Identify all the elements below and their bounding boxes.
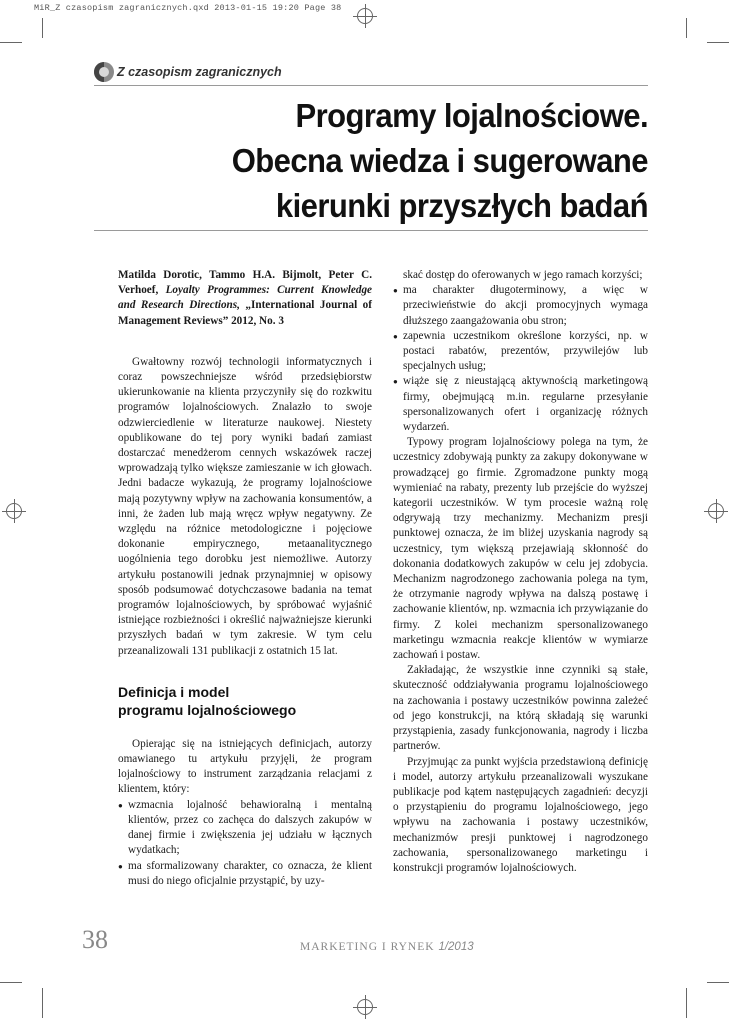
crop-mark <box>42 18 43 38</box>
crop-mark <box>707 982 729 983</box>
list-item: ● wzmacnia lojalność behawioralną i mentalną klientów, przez co zachęca do dalszych zakupów w danej firmie i zwiększenia jej udziału w łącznych wydatkach; <box>118 798 372 859</box>
list-item: ● wiąże się z nieustającą aktywnością marketingową firmy, obejmującą m.in. regularne przesyłanie spersonalizowanych ofert i organizację różnych wydarzeń. <box>393 374 648 435</box>
definition-list-continued <box>393 268 648 435</box>
registration-mark-icon <box>6 503 22 519</box>
right-column <box>393 268 648 876</box>
journal-footer: MARKETING I RYNEK 1/2013 <box>300 941 474 953</box>
header-rule <box>94 85 648 86</box>
registration-mark-icon <box>708 503 724 519</box>
left-column <box>118 268 372 889</box>
crop-mark <box>707 42 729 43</box>
list-item: ● ma sformalizowany charakter, co oznacza, że klient musi do niego oficjalnie przystąpić, by uzy- <box>118 859 372 889</box>
crop-mark <box>0 42 22 43</box>
section-name: Z czasopism zagranicznych <box>117 65 282 79</box>
section-heading: Definicja i model programu lojalnościowego <box>118 683 297 718</box>
crop-mark <box>686 988 687 1018</box>
definition-paragraph: Opierając się na istniejących definicjach, autorzy omawianego tu artykułu przyjęli, że program lojalnościowy to instrument zarządzania relacjami z klientem, który: <box>118 737 372 796</box>
registration-mark-icon <box>357 8 373 24</box>
paragraph: Przyjmując za punkt wyjścia przedstawioną definicję i model, autorzy artykułu przeanalizowali wyszukane publikacje pod kątem następujących zagadnień: decyzji o przystąpieniu do programu lojalnościowego, jego wpływu na zachowania i postawy uczestników, mechanizmów presji punktowej i nagrodzonego zachowania, spersonalizowanego marketingu i konstrukcji programów lojalnościowych. <box>393 755 648 874</box>
crop-mark <box>42 988 43 1018</box>
bibliography: Matilda Dorotic, Tammo H.A. Bijmolt, Peter C. Verhoef, Loyalty Programmes: Current Knowledge and Research Directions, „International Journal of Management Reviews” 2012, No. 3 <box>118 269 373 327</box>
title-rule <box>94 230 648 231</box>
paragraph: Zakładając, że wszystkie inne czynniki są stałe, skuteczność oddziaływania programu lojalnościowego na zachowania i postawy uczestników powinna zależeć od jego konstrukcji, na którą składają się warunki przystąpienia, zasady funkcjonowania, nagrody i liczba partnerów. <box>393 664 648 753</box>
list-item: skać dostęp do oferowanych w jego ramach korzyści; <box>403 269 643 281</box>
crop-mark <box>686 18 687 38</box>
intro-paragraph: Gwałtowny rozwój technologii informatycznych i coraz powszechniejsze wśród przedsiębiorstw ukierunkowanie na klienta przyczyniły się do rozkwitu programów lojalnościowych. Znalazło to swoje odzwierciedlenie w literaturze naukowej. Niestety opublikowane do tej pory wyniki badań zamiast dostarczać menedżerom cennych wskazówek raczej wprowadzają tylko większe zamieszanie w ich głowach. Jedni badacze wykazują, że programy lojalnościowe mają pozytywny wpływ na zachowania konsumentów, a inni, że żaden lub mają wręcz wpływ negatywny. Ze względu na różnice metodologiczne i pojęciowe dokonanie empirycznego, metaanalitycznego uogólnienia tego dorobku jest niemożliwe. Autorzy artykułu postanowili jednak przynajmniej w opisowy sposób podsumować dotychczasowe badania na temat programów lojalnościowych, by spróbować wyjaśnić istniejące rozbieżności i określić najważniejsze kierunki przyszłych badań w tym zakresie. W tym celu przeanalizowali 131 publikacji z ostatnich 15 lat. <box>118 355 372 657</box>
list-item: ● ma charakter długoterminowy, a więc w przeciwieństwie do akcji promocyjnych wymaga dłuższego zaangażowania obu stron; <box>393 283 648 329</box>
section-header <box>94 60 282 84</box>
crop-mark <box>0 982 22 983</box>
section-logo-icon <box>94 62 114 82</box>
paragraph: Typowy program lojalnościowy polega na tym, że uczestnicy zdobywają punkty za zakupy dokonywane w prowadzącej go firmie. Zgromadzone punkty mogą wymieniać na rabaty, prezenty lub przejście do wyższej kategorii uczestników. W tym procesie ważną rolę odgrywają trzy mechanizmy. Mechanizm presji punktowej oznacza, że im bliżej uzyskania nagrody są uczestnicy, tym większą przejawiają skłonność do dokonania dodatkowych zakupów w celu jej zdobycia. Mechanizm nagrodzonego zachowania polega na tym, że otrzymanie nagrody wpływa na dalszą postawę i zachowanie klientów, np. wzmacnia ich przywiązanie do firmy. Z kolei mechanizm spersonalizowanego marketingu wzmacnia reakcje klientów w wymiarze zachowań i postaw. <box>393 436 648 662</box>
article-title: Programy lojalnościowe. Obecna wiedza i sugerowane kierunki przyszłych badań <box>231 97 648 224</box>
page-number: 38 <box>82 925 108 954</box>
registration-mark-icon <box>357 999 373 1015</box>
list-item: ● zapewnia uczestnikom określone korzyści, np. w postaci rabatów, prezentów, przywilejów lub specjalnych usług; <box>393 329 648 375</box>
definition-list <box>118 798 372 889</box>
print-slug: MiR_Z czasopism zagranicznych.qxd 2013-01-15 19:20 Page 38 <box>34 3 342 13</box>
